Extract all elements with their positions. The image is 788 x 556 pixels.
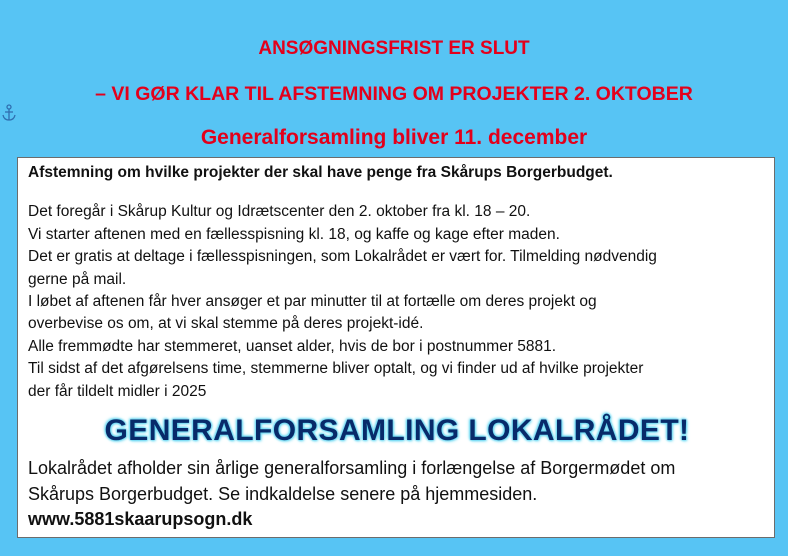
card-body-text [28,162,768,403]
info-card [17,157,775,538]
text-line: der får tildelt midler i 2025 [28,382,207,400]
general-assembly-text [28,455,773,507]
text-line: Skårups Borgerbudget. Se indkaldelse senere på hjemmesiden. [28,484,538,504]
text-line: Alle fremmødte har stemmeret, uanset alder, hvis de bor i postnummer 5881. [28,337,557,355]
text-line: overbevise os om, at vi skal stemme på deres projekt-idé. [28,315,424,333]
deadline-headline: ANSØGNINGSFRIST ER SLUT [258,38,530,59]
intro-heading: Afstemning om hvilke projekter der skal have penge fra Skårups Borgerbudget. [28,164,613,181]
text-line: Det er gratis at deltage i fællesspisningen, som Lokalrådet er vært for. Tilmelding nødvendig [28,248,657,266]
text-line: I løbet af aftenen får hver ansøger et par minutter til at fortælle om deres projekt og [28,293,597,311]
anchor-icon [1,103,17,123]
website-link[interactable]: www.5881skaarupsogn.dk [28,509,253,529]
general-assembly-title: GENERALFORSAMLING LOKALRÅDET! [104,414,690,447]
text-line: Det foregår i Skårup Kultur og Idrætscenter den 2. oktober fra kl. 18 – 20. [28,203,531,221]
text-line: Til sidst af det afgørelsens time, stemmerne bliver optalt, og vi finder ud af hvilke projekter [28,360,644,378]
general-assembly-headline: Generalforsamling bliver 11. december [200,126,588,149]
vote-date-headline: – VI GØR KLAR TIL AFSTEMNING OM PROJEKTER 2. OKTOBER [95,83,693,105]
text-line: Vi starter aftenen med en fællesspisning kl. 18, og kaffe og kage efter maden. [28,225,560,243]
text-line: gerne på mail. [28,270,127,288]
text-line: Lokalrådet afholder sin årlige generalforsamling i forlængelse af Borgermødet om [28,458,676,478]
